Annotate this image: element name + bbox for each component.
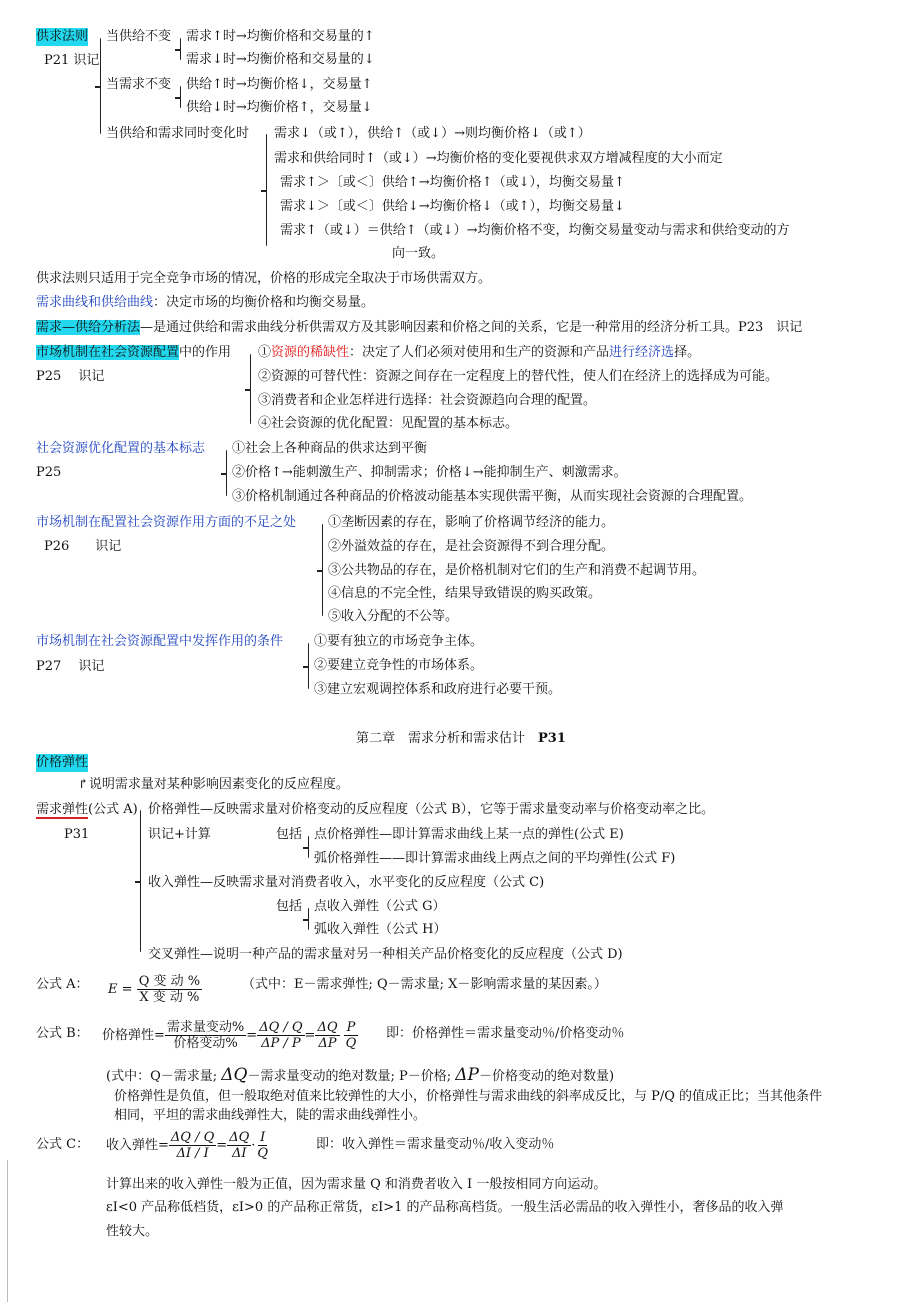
brace-supply-law bbox=[100, 38, 101, 134]
supply-constant-label: 当供给不变 bbox=[106, 29, 172, 44]
formula-b-expl-1: 价格弹性是负值，但一般取绝对值来比较弹性的大小，价格弹性与需求曲线的斜率成反比，与 P/Q 的值成正比；当其他条件 bbox=[114, 1089, 823, 1104]
formula-a-label: 公式 A： bbox=[36, 977, 89, 992]
formula-c-lhs: 收入弹性 bbox=[106, 1138, 159, 1153]
optimal-item-3: ③价格机制通过各种商品的价格波动能基本实现供需平衡，从而实现社会资源的合理配置。 bbox=[232, 489, 753, 504]
market-role-heading bbox=[36, 344, 231, 362]
brace-income-types bbox=[308, 908, 309, 930]
both-change-item-1: 需求↓（或↑），供给↑（或↓）→则均衡价格↓（或↑） bbox=[274, 126, 591, 141]
conditions-page-ref: P27 识记 bbox=[36, 659, 105, 674]
both-change-item-3: 需求↑＞〔或＜〕供给↑→均衡价格↑（或↓），均衡交易量↑ bbox=[280, 175, 625, 190]
brace-both-change bbox=[266, 134, 267, 246]
shortcoming-item-1: ①垄断因素的存在，影响了价格调节经济的能力。 bbox=[328, 515, 615, 530]
formula-b: 价格弹性= $\frac{\text{需求量变动\%}}{\text{价格变动\%}}$ = $\frac{\Delta Q / Q}{\Delta P / P}$ = $\frac{\Delta Q}{\Delta P}$ $\frac{P}{Q}$ bbox=[102, 1020, 357, 1051]
optimal-item-2: ②价格↑→能刺激生产、抑制需求；价格↓→能抑制生产、刺激需求。 bbox=[232, 465, 627, 480]
formula-b-f3-num: ΔQ bbox=[317, 1020, 338, 1035]
shortcoming-item-5: ⑤收入分配的不公等。 bbox=[328, 609, 459, 624]
formula-a-ref: (公式 A) bbox=[88, 802, 138, 817]
market-role-item-1 bbox=[258, 344, 700, 362]
arrow-icon: ↱ bbox=[78, 777, 89, 792]
supply-law-title: 供求法则 bbox=[36, 29, 89, 44]
formula-a bbox=[108, 974, 202, 1005]
elasticity-desc-text: 说明需求量对某种影响因素变化的反应程度。 bbox=[88, 777, 349, 792]
formula-b-f4-den: Q bbox=[345, 1036, 357, 1051]
formula-a-num: Q 变 动 % bbox=[138, 974, 201, 989]
supply-constant-item-2: 需求↓时→均衡价格和交易量的↓ bbox=[186, 52, 375, 67]
optimal-page-ref: P25 bbox=[36, 465, 62, 480]
both-change-item-4: 需求↓＞〔或＜〕供给↓→均衡价格↓（或↑），均衡交易量↓ bbox=[280, 199, 625, 214]
formula-c-expl-2: εI<0 产品称低档货，εI>0 的产品称正常货，εI>1 的产品称高档货。一般生活必需品的收入弹性小，奢侈品的收入弹 bbox=[106, 1200, 784, 1215]
formula-b-note: 即：价格弹性＝需求量变动％/价格变动％ bbox=[386, 1026, 625, 1041]
market-role-item-4: ④社会资源的优化配置：见配置的基本标志。 bbox=[258, 416, 519, 431]
formula-c-f1-num: ΔQ / Q bbox=[170, 1130, 215, 1145]
shortcoming-item-4: ④信息的不完全性，结果导致错误的购买政策。 bbox=[328, 586, 602, 601]
formula-b-label: 公式 B： bbox=[36, 1026, 89, 1041]
conditions-heading: 市场机制在社会资源配置中发挥作用的条件 bbox=[36, 634, 284, 649]
curve-term: 需求曲线和供给曲线 bbox=[36, 295, 154, 310]
analysis-term: 需求—供给分析法 bbox=[36, 320, 141, 335]
demand-elasticity-label bbox=[36, 801, 138, 819]
brace-conditions bbox=[308, 643, 309, 689]
formula-b-lhs: 价格弹性 bbox=[102, 1028, 155, 1043]
formula-c-f1-den: ΔI / I bbox=[176, 1146, 209, 1161]
conditions-item-2: ②要建立竞争性的市场体系。 bbox=[314, 658, 484, 673]
point-price-elasticity: 点价格弹性—即计算需求曲线上某一点的弹性(公式 E) bbox=[314, 827, 624, 842]
arc-income-elasticity: 弧收入弹性（公式 H） bbox=[314, 922, 447, 937]
optimal-item-1: ①社会上各种商品的供求达到平衡 bbox=[232, 441, 428, 456]
market-role-item-1-red: 资源的稀缺性 bbox=[271, 345, 350, 360]
supply-constant-item-1: 需求↑时→均衡价格和交易量的↑ bbox=[186, 29, 375, 44]
both-change-item-5: 需求↑（或↓）＝供给↑（或↓）→均衡价格不变，均衡交易量变动与需求和供给变动的方 bbox=[280, 223, 790, 238]
formula-b-frac-4 bbox=[344, 1020, 359, 1051]
shortcoming-item-2: ②外溢效益的存在，是社会资源得不到合理分配。 bbox=[328, 539, 615, 554]
formula-b-where-2: －需求量变动的绝对数量; P－价格; bbox=[247, 1069, 452, 1084]
market-role-item-1-blue: 进行经济选 bbox=[609, 345, 675, 360]
formula-b-f3-den: ΔP bbox=[318, 1036, 337, 1051]
formula-c-expl-1: 计算出来的收入弹性一般为正值，因为需求量 Q 和消费者收入 I 一般按相同方向运动。 bbox=[106, 1177, 607, 1192]
formula-c-f3-num: I bbox=[260, 1130, 266, 1145]
formula-b-dp: ΔP bbox=[455, 1065, 479, 1085]
demand-constant-label: 当需求不变 bbox=[106, 77, 172, 92]
chapter-page: P31 bbox=[538, 731, 566, 746]
demand-elasticity-term: 需求弹性 bbox=[36, 802, 89, 817]
brace-market-role bbox=[250, 354, 251, 424]
formula-c-f2-num: ΔQ bbox=[229, 1130, 250, 1145]
formula-b-dq: ΔQ bbox=[221, 1065, 248, 1085]
supply-law-page-ref: P21 识记 bbox=[44, 53, 100, 68]
optimal-heading: 社会资源优化配置的基本标志 bbox=[36, 441, 206, 456]
chapter-title-text: 第二章 需求分析和需求估计 bbox=[356, 731, 526, 746]
formula-b-f2-num: ΔQ / Q bbox=[259, 1020, 303, 1035]
arc-price-elasticity: 弧价格弹性——即计算需求曲线上两点之间的平均弹性(公式 F) bbox=[314, 851, 676, 866]
formula-b-f2-den: ΔP / P bbox=[261, 1036, 301, 1051]
formula-b-f1-den: 价格变动% bbox=[173, 1036, 238, 1051]
include-label-2: 包括 bbox=[276, 899, 303, 914]
chapter-title bbox=[356, 730, 566, 748]
formula-c-frac-1 bbox=[169, 1130, 216, 1161]
formula-c-frac-2 bbox=[227, 1130, 251, 1161]
market-role-item-1-num: ① bbox=[258, 345, 272, 360]
brace-demand-constant bbox=[180, 86, 181, 108]
include-label-1: 包括 bbox=[276, 827, 303, 842]
formula-a-eq: = bbox=[121, 982, 133, 997]
elasticity-page-ref: P31 bbox=[64, 827, 90, 842]
formula-a-note: （式中：E－需求弹性; Q－需求量; X－影响需求量的某因素。） bbox=[242, 977, 607, 992]
both-change-item-5-cont: 向一致。 bbox=[392, 246, 445, 261]
price-elasticity-def: 价格弹性—反映需求量对价格变动的反应程度（公式 B），它等于需求量变动率与价格变动率之比。 bbox=[148, 802, 715, 817]
income-elasticity-def: 收入弹性—反映需求量对消费者收入，水平变化的反应程度（公式 C) bbox=[148, 875, 545, 890]
demand-constant-item-2: 供给↓时→均衡价格↑，交易量↓ bbox=[186, 100, 373, 115]
formula-b-frac-3 bbox=[315, 1020, 339, 1051]
brace-elasticity bbox=[140, 810, 141, 952]
page-margin-line bbox=[7, 1160, 8, 1302]
formula-b-where-1: (式中：Q－需求量; bbox=[106, 1069, 218, 1084]
paragraph-competitive-market: 供求法则只适用于完全竞争市场的情况，价格的形成完全取决于市场供需双方。 bbox=[36, 271, 492, 286]
market-role-suffix: 中的作用 bbox=[179, 345, 232, 360]
brace-price-types bbox=[308, 836, 309, 858]
formula-b-where-3: －价格变动的绝对数量) bbox=[478, 1069, 615, 1084]
curve-text: ：决定市场的均衡价格和均衡交易量。 bbox=[153, 295, 375, 310]
formula-a-den: X 变 动 % bbox=[139, 990, 200, 1005]
shortcoming-page-ref: P26 识记 bbox=[44, 539, 122, 554]
formula-a-lhs: E bbox=[108, 982, 118, 997]
point-income-elasticity: 点收入弹性（公式 G） bbox=[314, 899, 446, 914]
formula-b-where bbox=[106, 1066, 614, 1086]
conditions-item-1: ①要有独立的市场竞争主体。 bbox=[314, 634, 484, 649]
elasticity-title: 价格弹性 bbox=[36, 755, 89, 770]
curve-definition bbox=[36, 294, 374, 312]
market-role-item-3: ③消费者和企业怎样进行选择：社会资源趋向合理的配置。 bbox=[258, 393, 597, 408]
formula-c-expl-3: 性较大。 bbox=[106, 1224, 159, 1239]
cross-elasticity-def: 交叉弹性—说明一种产品的需求量对另一种相关产品价格变化的反应程度（公式 D) bbox=[148, 947, 623, 962]
elasticity-desc bbox=[78, 776, 349, 794]
formula-c: 收入弹性= $\frac{\Delta Q / Q}{\Delta I / I}$ = $\frac{\Delta Q}{\Delta I}$ · $\frac{I}{Q}$ bbox=[106, 1130, 269, 1161]
formula-b-expl-2: 相同，平坦的需求曲线弹性大，陡的需求曲线弹性小。 bbox=[114, 1108, 427, 1123]
conditions-item-3: ③建立宏观调控体系和政府进行必要干预。 bbox=[314, 682, 562, 697]
memo-calc: 识记+计算 bbox=[148, 827, 211, 842]
formula-a-fraction bbox=[137, 974, 202, 1005]
formula-c-label: 公式 C： bbox=[36, 1137, 90, 1152]
formula-c-f3-den: Q bbox=[257, 1146, 269, 1161]
demand-constant-item-1: 供给↑时→均衡价格↓，交易量↑ bbox=[186, 77, 373, 92]
market-role-item-1-text: ：决定了人们必须对使用和生产的资源和产品 bbox=[349, 345, 610, 360]
formula-b-f4-num: P bbox=[346, 1020, 356, 1035]
market-role-item-1-end: 择。 bbox=[674, 345, 701, 360]
formula-c-f2-den: ΔI bbox=[231, 1146, 247, 1161]
market-role-term: 市场机制在社会资源配置 bbox=[36, 345, 180, 360]
market-role-item-2: ②资源的可替代性：资源之间存在一定程度上的替代性，使人们在经济上的选择成为可能。 bbox=[258, 369, 779, 384]
brace-optimal bbox=[226, 450, 227, 496]
both-change-label: 当供给和需求同时变化时 bbox=[106, 126, 250, 141]
market-role-page-ref: P25 识记 bbox=[36, 369, 105, 384]
formula-c-note: 即：收入弹性＝需求量变动％/收入变动％ bbox=[316, 1137, 555, 1152]
formula-b-f1-num: 需求量变动% bbox=[166, 1020, 245, 1035]
analysis-text: —是通过供给和需求曲线分析供需双方及其影响因素和价格之间的关系，它是一种常用的经济分析工具。P23 识记 bbox=[140, 320, 803, 335]
brace-shortcoming bbox=[322, 524, 323, 616]
formula-b-frac-1 bbox=[165, 1020, 246, 1051]
formula-c-frac-3 bbox=[255, 1130, 270, 1161]
shortcoming-heading: 市场机制在配置社会资源作用方面的不足之处 bbox=[36, 515, 297, 530]
formula-b-frac-2 bbox=[257, 1020, 304, 1051]
shortcoming-item-3: ③公共物品的存在，是价格机制对它们的生产和消费不起调节用。 bbox=[328, 563, 706, 578]
both-change-item-2: 需求和供给同时↑（或↓）→均衡价格的变化要视供求双方增减程度的大小而定 bbox=[274, 151, 723, 166]
analysis-definition bbox=[36, 319, 802, 337]
brace-supply-constant bbox=[180, 38, 181, 60]
